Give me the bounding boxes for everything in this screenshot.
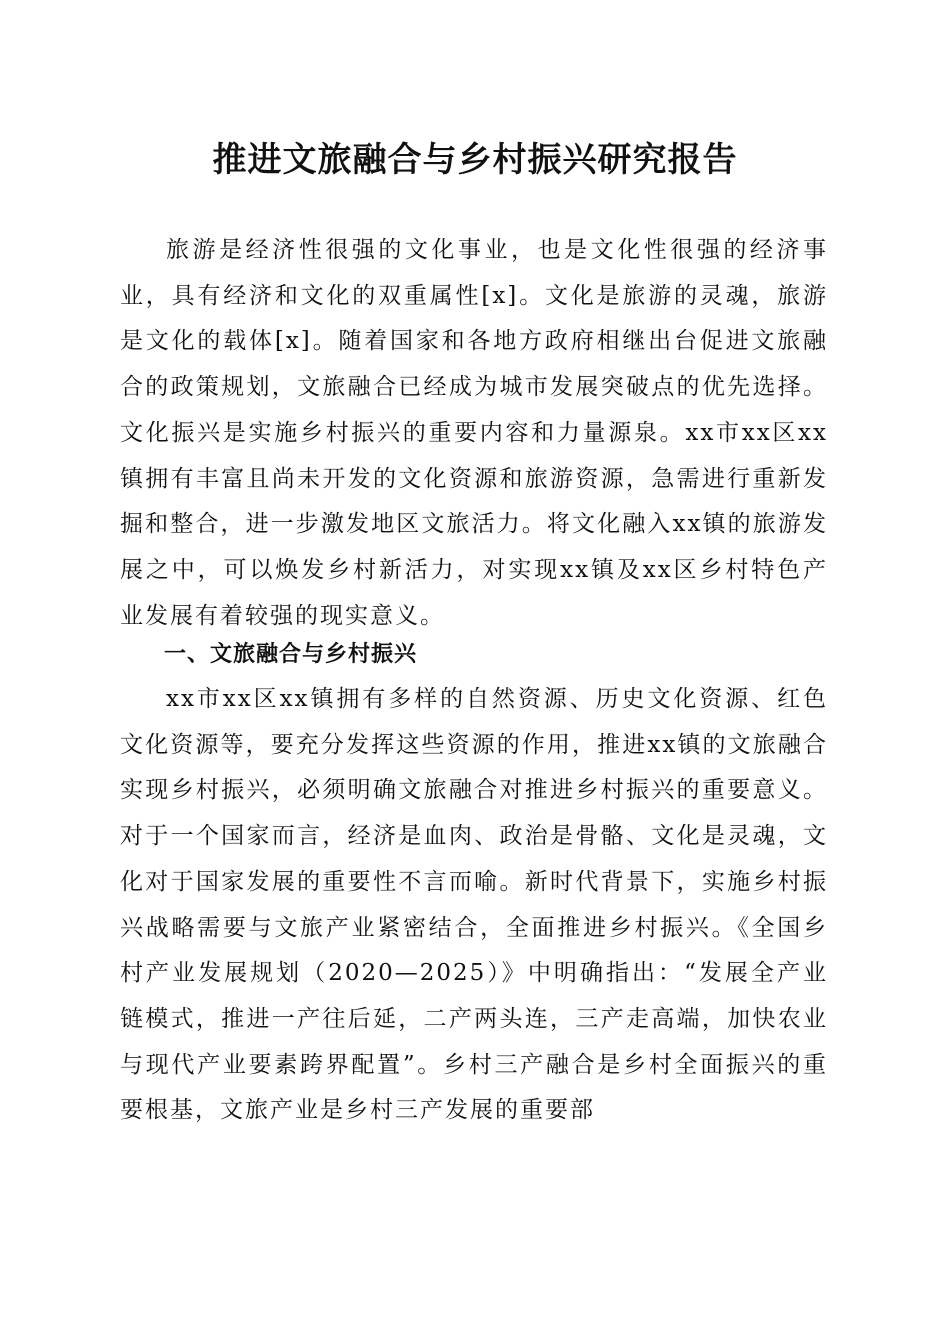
document-title: 推进文旅融合与乡村振兴研究报告 (212, 140, 738, 180)
section-heading-1: 一、文旅融合与乡村振兴 (164, 642, 418, 667)
section-1-paragraph: xx市xx区xx镇拥有多样的自然资源、历史文化资源、红色文化资源等，要充分发挥这些资源的作用，推进xx镇的文旅融合实现乡村振兴，必须明确文旅融合对推进乡村振兴的重要意义。对于一个国家而言，经济是血肉、政治是骨骼、文化是灵魂，文化对于国家发展的重要性不言而喻。新时代背景下，实施乡村振兴战略需要与文旅产业紧密结合，全面推进乡村振兴。《全国乡村产业发展规划（2020—2025）》中明确指出：“发展全产业链模式，推进一产往后延，二产两头连，三产走高端，加快农业与现代产业要素跨界配置”。乡村三产融合是乡村全面振兴的重要根基，文旅产业是乡村三产发展的重要部 (120, 686, 828, 1124)
intro-paragraph: 旅游是经济性很强的文化事业，也是文化性很强的经济事业，具有经济和文化的双重属性[x]。文化是旅游的灵魂，旅游是文化的载体[x]。随着国家和各地方政府相继出台促进文旅融合的政策规划，文旅融合已经成为城市发展突破点的优先选择。文化振兴是实施乡村振兴的重要内容和力量源泉。xx市xx区xx镇拥有丰富且尚未开发的文化资源和旅游资源，急需进行重新发掘和整合，进一步激发地区文旅活力。将文化融入xx镇的旅游发展之中，可以焕发乡村新活力，对实现xx镇及xx区乡村特色产业发展有着较强的现实意义。 (120, 237, 828, 629)
